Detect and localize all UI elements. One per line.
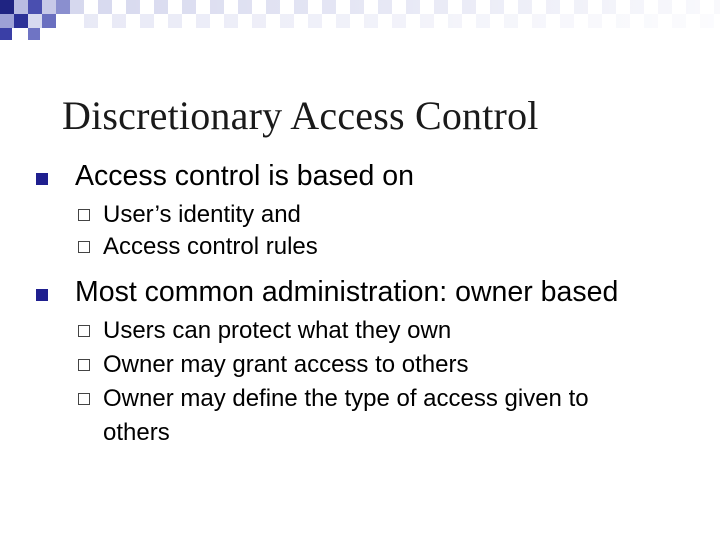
sub-bullet-2-2-text: Owner may grant access to others [103,351,469,378]
sub-bullet-1-1-text: User’s identity and [103,201,301,228]
slide-title: Discretionary Access Control [62,93,539,138]
sub-bullet-2-3-text: Owner may define the type of access given to [103,385,589,412]
bullet-2-text: Most common administration: owner based [75,276,619,308]
filled-square-icon [36,173,48,185]
sub-bullet-2-2 [78,351,468,379]
sub-bullet-2-1-text: Users can protect what they own [103,317,452,344]
sub-bullet-2-1 [78,317,451,345]
sub-bullet-1-2 [78,233,318,261]
filled-square-icon [36,289,48,301]
sub-bullet-1-1 [78,201,301,229]
sub-bullet-2-3-continuation-text: others [103,419,170,446]
sub-bullet-2-3 [78,385,589,413]
header-pattern-icon [0,0,720,48]
sub-bullet-1-2-text: Access control rules [103,233,318,260]
sub-bullet-2-3-continuation [78,419,170,447]
bullet-1-text: Access control is based on [75,160,415,192]
